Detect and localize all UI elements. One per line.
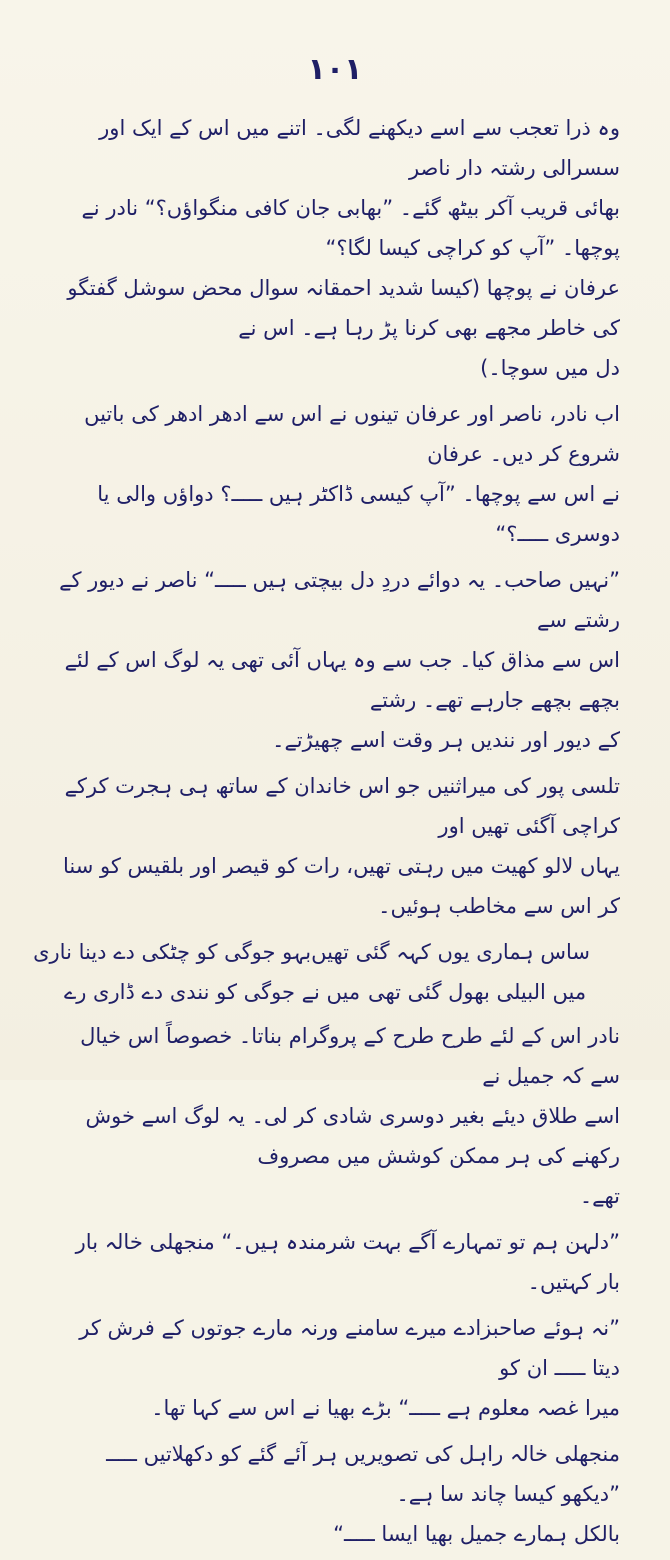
paragraph — [50, 1222, 620, 1302]
text-line: نے اس سے پوچھا۔ ”آپ کیسی ڈاکٹر ہیں ـــــ؟ دواؤں والی یا دوسری ـــــ؟“ — [97, 482, 620, 546]
text-line: تھے۔ — [579, 1184, 620, 1208]
body-text — [33, 108, 620, 1560]
page-number: ۱۰۱ — [307, 52, 363, 87]
text-line: اب نادر، ناصر اور عرفان تینوں نے اس سے ادھر ادھر کی باتیں شروع کر دیں۔ عرفان — [84, 402, 620, 466]
paragraph — [50, 1434, 620, 1554]
verse-hemistich: میں نے جوگی کو نندی دے ڈاری رے — [63, 980, 361, 1004]
text-line: تلسی پور کی میراثنیں جو اس خاندان کے ساتھ ہی ہجرت کرکے کراچی آگئی تھیں اور — [64, 774, 620, 838]
text-line: اسے طلاق دیئے بغیر دوسری شادی کر لی۔ یہ لوگ اسے خوش رکھنے کی ہر ممکن کوشش میں مصروف — [85, 1104, 620, 1168]
text-line: میرا غصہ معلوم ہے ـــــ“ بڑے بھیا نے اس سے کہا تھا۔ — [151, 1396, 620, 1420]
paragraph — [50, 1308, 620, 1428]
text-line: منجھلی خالہ راہل کی تصویریں ہر آئے گئے کو دکھلاتیں ـــــ ”دیکھو کیسا چاند سا ہے۔ — [106, 1442, 620, 1506]
paragraph — [50, 766, 620, 926]
verse-block — [33, 932, 620, 1012]
text-line: بھائی قریب آکر بیٹھ گئے۔ ”بھابی جان کافی منگواؤں؟“ نادر نے پوچھا۔ ”آپ کو کراچی کیسا لگا؟“ — [81, 196, 620, 260]
verse-hemistich: ساس ہماری یوں کہہ گئی تھیں — [311, 940, 590, 964]
verse-hemistich: بہو جوگی کو چٹکی دے دینا ناری — [33, 940, 312, 964]
paragraph — [50, 560, 620, 760]
text-line: اس سے مذاق کیا۔ جب سے وہ یہاں آئی تھی یہ لوگ اس کے لئے بچھے بچھے جارہے تھے۔ رشتے — [64, 648, 620, 712]
paragraph — [50, 108, 620, 388]
text-line: عرفان نے پوچھا (کیسا شدید احمقانہ سوال محض سوشل گفتگو کی خاطر مجھے بھی کرنا پڑ رہا ہے۔ اس نے — [67, 276, 620, 340]
paragraph — [50, 1016, 620, 1216]
text-line: ”نہ ہوئے صاحبزادے میرے سامنے ورنہ مارے جوتوں کے فرش کر دیتا ـــــ ان کو — [79, 1316, 620, 1380]
text-line: ”نہیں صاحب۔ یہ دوائے دردِ دل بیچتی ہیں ـــــ“ ناصر نے دیور کے رشتے سے — [59, 568, 620, 632]
text-line: وہ ذرا تعجب سے اسے دیکھنے لگی۔ اتنے میں اس کے ایک اور سسرالی رشتہ دار ناصر — [99, 116, 620, 180]
verse-line — [33, 932, 590, 972]
text-line: دل میں سوچا۔) — [480, 356, 620, 380]
text-line: کے دیور اور نندیں ہر وقت اسے چھیڑتے۔ — [272, 728, 620, 752]
verse-hemistich: میں البیلی بھول گئی تھی — [367, 980, 587, 1004]
text-line: بالکل ہمارے جمیل بھیا ایسا ـــــ“ — [333, 1522, 620, 1546]
text-line: ”دلہن ہم تو تمہارے آگے بہت شرمندہ ہیں۔“ منجھلی خالہ بار بار کہتیں۔ — [75, 1230, 620, 1294]
verse-line — [60, 972, 590, 1012]
text-line: نادر اس کے لئے طرح طرح کے پروگرام بناتا۔ خصوصاً اس خیال سے کہ جمیل نے — [80, 1024, 620, 1088]
text-line: یہاں لالو کھیت میں رہتی تھیں، رات کو قیصر اور بلقیس کو سنا کر اس سے مخاطب ہوئیں۔ — [62, 854, 620, 918]
paragraph — [50, 394, 620, 554]
